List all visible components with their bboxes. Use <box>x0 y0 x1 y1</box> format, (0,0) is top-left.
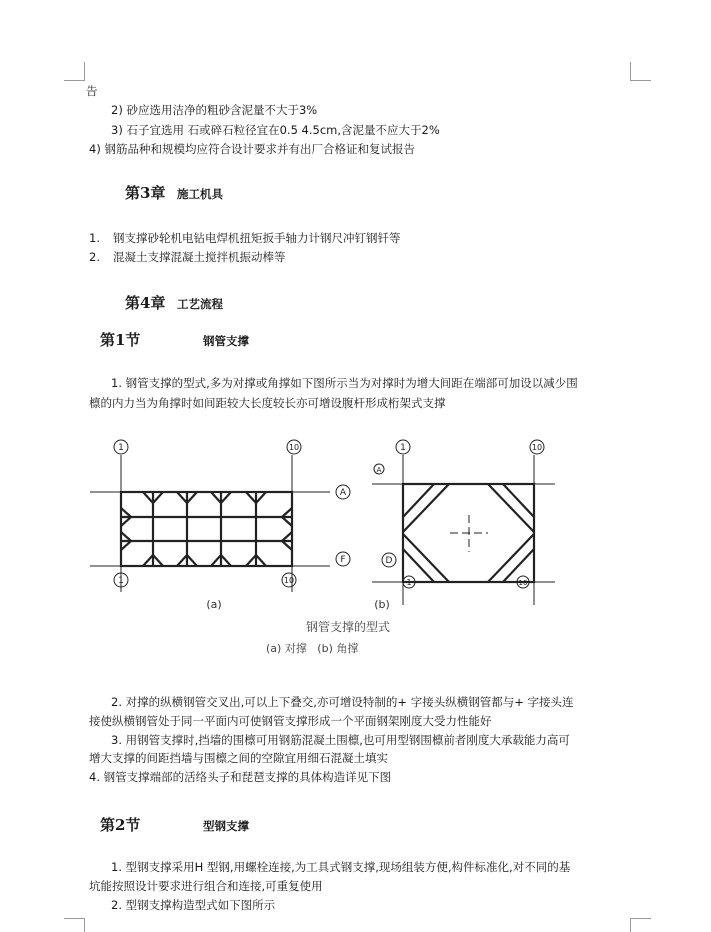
section1-number: 第1节 <box>100 331 141 349</box>
axis-label-b-10-bottom: 10 <box>518 579 528 587</box>
para1-line2: 檩的内力当为角撑时如间距较大长度较长亦可增设腹杆形成桁架式支撑 <box>89 396 446 410</box>
diagram-a-label: (a) <box>206 598 222 611</box>
figure-caption: 钢管支撑的型式 <box>306 620 391 634</box>
axis-label-b-10-top: 10 <box>531 443 543 452</box>
diagram-a-opposite-bracing <box>90 440 350 592</box>
corner-mark-bl-h <box>64 918 85 919</box>
axis-label-b-1-bottom: 1 <box>406 578 412 587</box>
corner-mark-tl-h <box>64 80 85 81</box>
section2-title: 型钢支撑 <box>203 819 249 833</box>
axis-label-a-10-bottom: 10 <box>283 576 295 585</box>
para1-line1: 1. 钢管支撑的型式,多为对撑或角撑如下图所示当为对撑时为增大间距在端部可加设以减少围 <box>111 376 578 390</box>
para2-line1: 2. 对撑的纵横钢管交叉出,可以上下叠交,亦可增设特制的+ 字接头纵横钢管都与+ 字接头连 <box>111 695 574 709</box>
para5-line2: 坑能按照设计要求进行组合和连接,可重复使用 <box>89 879 323 893</box>
corner-mark-tr-v <box>630 62 631 80</box>
tools-num-1: 1. <box>89 231 100 245</box>
para5-line1: 1. 型钢支撑采用H 型钢,用螺栓连接,为工具式钢支撑,现场组装方便,构件标准化,对不同的基 <box>111 860 571 874</box>
axis-label-b-A: A <box>376 466 382 474</box>
para3-line1: 3. 用钢管支撑时,挡墙的围檩可用钢筋混凝土围檩,也可用型钢围檩前者刚度大承载能力高可 <box>111 733 570 747</box>
corner-mark-bl-v <box>84 918 85 932</box>
diagram-b-label: (b) <box>374 598 390 611</box>
material-line-4: 4) 钢筋品种和规模均应符合设计要求并有出厂合格证和复试报告 <box>89 142 415 156</box>
axis-label-a-1-bottom: 1 <box>118 576 124 586</box>
chapter4-number: 第4章 <box>125 294 166 312</box>
material-line-3: 3) 石子宜选用 石或碎石粒径宜在0.5 4.5cm,含泥量不应大于2% <box>111 123 440 137</box>
para6: 2. 型钢支撑构造型式如下图所示 <box>111 898 276 912</box>
figure-subcaption: (a) 对撑 (b) 角撑 <box>266 642 359 655</box>
material-line-2: 2) 砂应选用洁净的粗砂含泥量不大于3% <box>111 103 318 117</box>
tools-item-2: 混凝土支撑混凝土搅拌机振动棒等 <box>113 250 286 264</box>
axis-label-a-F: F <box>340 555 346 565</box>
axis-label-a-10-top: 10 <box>288 443 300 452</box>
tools-item-1: 钢支撑砂轮机电钻电焊机扭矩扳手轴力计钢尺冲钉钢钎等 <box>113 231 401 245</box>
axis-label-b-1-top: 1 <box>400 443 406 453</box>
corner-mark-tl-v <box>84 62 85 80</box>
text-fragment: 告 <box>86 84 98 98</box>
para3-line2: 增大支撑的间距挡墙与围檩之间的空隙宜用细石混凝土填实 <box>89 751 388 765</box>
tools-num-2: 2. <box>89 250 100 264</box>
chapter3-title: 施工机具 <box>177 187 223 201</box>
chapter3-number: 第3章 <box>125 184 166 202</box>
section2-number: 第2节 <box>100 816 141 834</box>
section1-title: 钢管支撑 <box>203 334 249 348</box>
para2-line2: 接使纵横钢管处于同一平面内可使钢管支撑形成一个平面钢架刚度大受力性能好 <box>89 714 492 728</box>
axis-label-b-D: D <box>385 556 393 566</box>
para4: 4. 钢管支撑端部的活络头子和琵琶支撑的具体构造详见下图 <box>89 770 392 784</box>
corner-mark-br-h <box>630 918 651 919</box>
axis-label-a-1-top: 1 <box>118 443 124 453</box>
corner-mark-tr-h <box>630 80 651 81</box>
axis-label-a-A: A <box>339 488 347 498</box>
corner-mark-br-v <box>630 918 631 932</box>
diagram-b-corner-bracing <box>372 440 555 605</box>
chapter4-title: 工艺流程 <box>177 297 223 311</box>
